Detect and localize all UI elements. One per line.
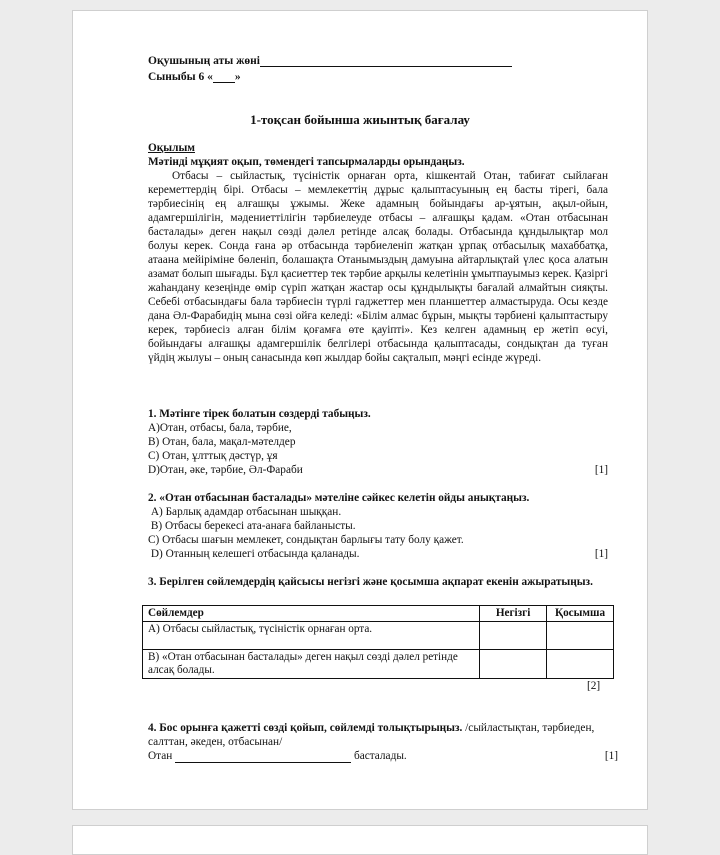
table-header-row <box>143 606 614 622</box>
row-1-additional-cell[interactable] <box>547 622 614 650</box>
row-1-sentence: А) Отбасы сыйластық, түсіністік орнаған орта. <box>143 622 480 650</box>
q4-sentence <box>148 749 618 763</box>
question-4-text: 4. Бос орынға қажетті сөзді қойып, сөйлемді толықтырыңыз. <box>148 722 463 734</box>
class-close: » <box>234 71 241 83</box>
q1-option-b[interactable]: В) Отан, бала, мақал-мәтелдер <box>148 436 296 448</box>
col-sentences: Сөйлемдер <box>143 606 480 622</box>
row-1-main-cell[interactable] <box>480 622 547 650</box>
question-1-text: 1. Мәтінге тірек болатын сөздерді табыңыз. <box>148 408 371 420</box>
col-additional: Қосымша <box>547 606 614 622</box>
reading-text: Отбасы – сыйластық, түсіністік орнаған орта, кішкентай Отан, табиғат сыйлаған кереметтердің бірі. Отбасы – мемлекеттің дұрыс қалыптасуының ең басты тірегі, бала тәрбиесінің ең алғашқы ұжымы. Жеке адамның бойындағы ар-ұятын, ақыл-ойын, адамгершілігін, мәдениеттілігін тәрбиелеуде отбасы – алғашқы қадам. «Отан отбасынан басталады» деген нақыл сөзді дәлел ретінде алсақ болады. Отбасында құндылықтар мол болуы керек. Сонда ғана әр отбасында тәрбиеленіп жатқан ұрпақ отбасылық махаббатқа, атаана мейіріміне бөленіп, болашақта Отанымыздың дамуына айтарлықтай үлес қоса алатын азамат болып шығады. Бұл қасиеттер тек тәрбие арқылы келетінін ұмытпауымыз керек. Қазіргі жаһандану кезеңінде өмір сүріп жатқан жастар осы құндылықты бағалай алмайтын сияқты. Себебі отбасындағы бала тәрбиесін түрлі гаджеттер мен планшеттер алмастыруда. Осы кезде дана Әл-Фарабидің мына сөзі ойға келеді: «Білім алмас бұрын, мықты тәрбиені қалыптастыру керек, тәрбиесіз алған білім қоғамға өте қауіпті». Кез келген адамның ер жетіп өсуі, бойындағы алғашқы адамгершілік белгілері отбасында қалыптасады, сондықтан да туған үйдің жылуы – оның санасында көп жылдар бойы сақталып, мәңгі есінде жүреді. <box>148 170 608 364</box>
q2-option-a[interactable]: А) Барлық адамдар отбасынан шыққан. <box>148 506 342 518</box>
question-3 <box>148 575 618 589</box>
student-name-label: Оқушының аты жөні <box>148 55 260 67</box>
table-row <box>143 622 614 650</box>
col-main: Негізгі <box>480 606 547 622</box>
student-name-line <box>148 55 512 67</box>
class-line <box>148 71 241 83</box>
question-2 <box>148 491 608 561</box>
reading-instruction: Мәтінді мұқият оқып, төмендегі тапсырмаларды орындаңыз. <box>148 156 465 168</box>
page-title: 1-тоқсан бойынша жиынтық бағалау <box>250 112 470 127</box>
q4-sentence-start: Отан <box>148 750 173 762</box>
question-2-text: 2. «Отан отбасынан басталады» мәтеліне сәйкес келетін ойды анықтаңыз. <box>148 492 530 504</box>
q1-option-d[interactable]: D)Отан, әке, тәрбие, Әл-Фараби [1] <box>148 464 608 476</box>
q1-mark: [1] <box>594 464 608 476</box>
row-2-main-cell[interactable] <box>480 650 547 679</box>
class-label: Сыныбы 6 « <box>148 71 213 83</box>
q4-blank[interactable] <box>175 762 351 763</box>
section-heading: Оқылым <box>148 142 195 154</box>
q2-option-c[interactable]: С) Отбасы шағын мемлекет, сондықтан барлығы тату болу қажет. <box>148 534 464 546</box>
class-blank[interactable] <box>213 82 235 83</box>
question-1 <box>148 407 608 477</box>
q1-option-a[interactable]: А)Отан, отбасы, бала, тәрбие, <box>148 422 292 434</box>
table-row <box>143 650 614 679</box>
question-3-text: 3. Берілген сөйлемдердің қайсысы негізгі және қосымша ақпарат екенін ажыратыңыз. <box>148 576 593 588</box>
q2-option-d[interactable]: D) Отанның келешегі отбасында қаланады. [1] <box>148 548 608 560</box>
reading-section <box>148 141 608 365</box>
document-page <box>72 10 648 810</box>
q4-mark: [1] <box>604 750 618 762</box>
next-page <box>72 825 648 855</box>
q2-mark: [1] <box>594 548 608 560</box>
q3-mark: [2] <box>587 680 601 692</box>
q4-choices: /сыйластықтан, тәрбиеден, салттан, әкеден, отбасынан/ <box>148 722 595 748</box>
q1-option-c[interactable]: С) Отан, ұлттық дәстүр, ұя <box>148 450 278 462</box>
q2-option-b[interactable]: В) Отбасы берекесі ата-анаға байланысты. <box>148 520 356 532</box>
q3-table <box>142 605 614 679</box>
question-4 <box>148 721 618 763</box>
row-2-additional-cell[interactable] <box>547 650 614 679</box>
q4-sentence-end: басталады. <box>351 750 407 762</box>
row-2-sentence: В) «Отан отбасынан басталады» деген нақыл сөзді дәлел ретінде алсақ болады. <box>143 650 480 679</box>
name-blank[interactable] <box>260 66 512 67</box>
